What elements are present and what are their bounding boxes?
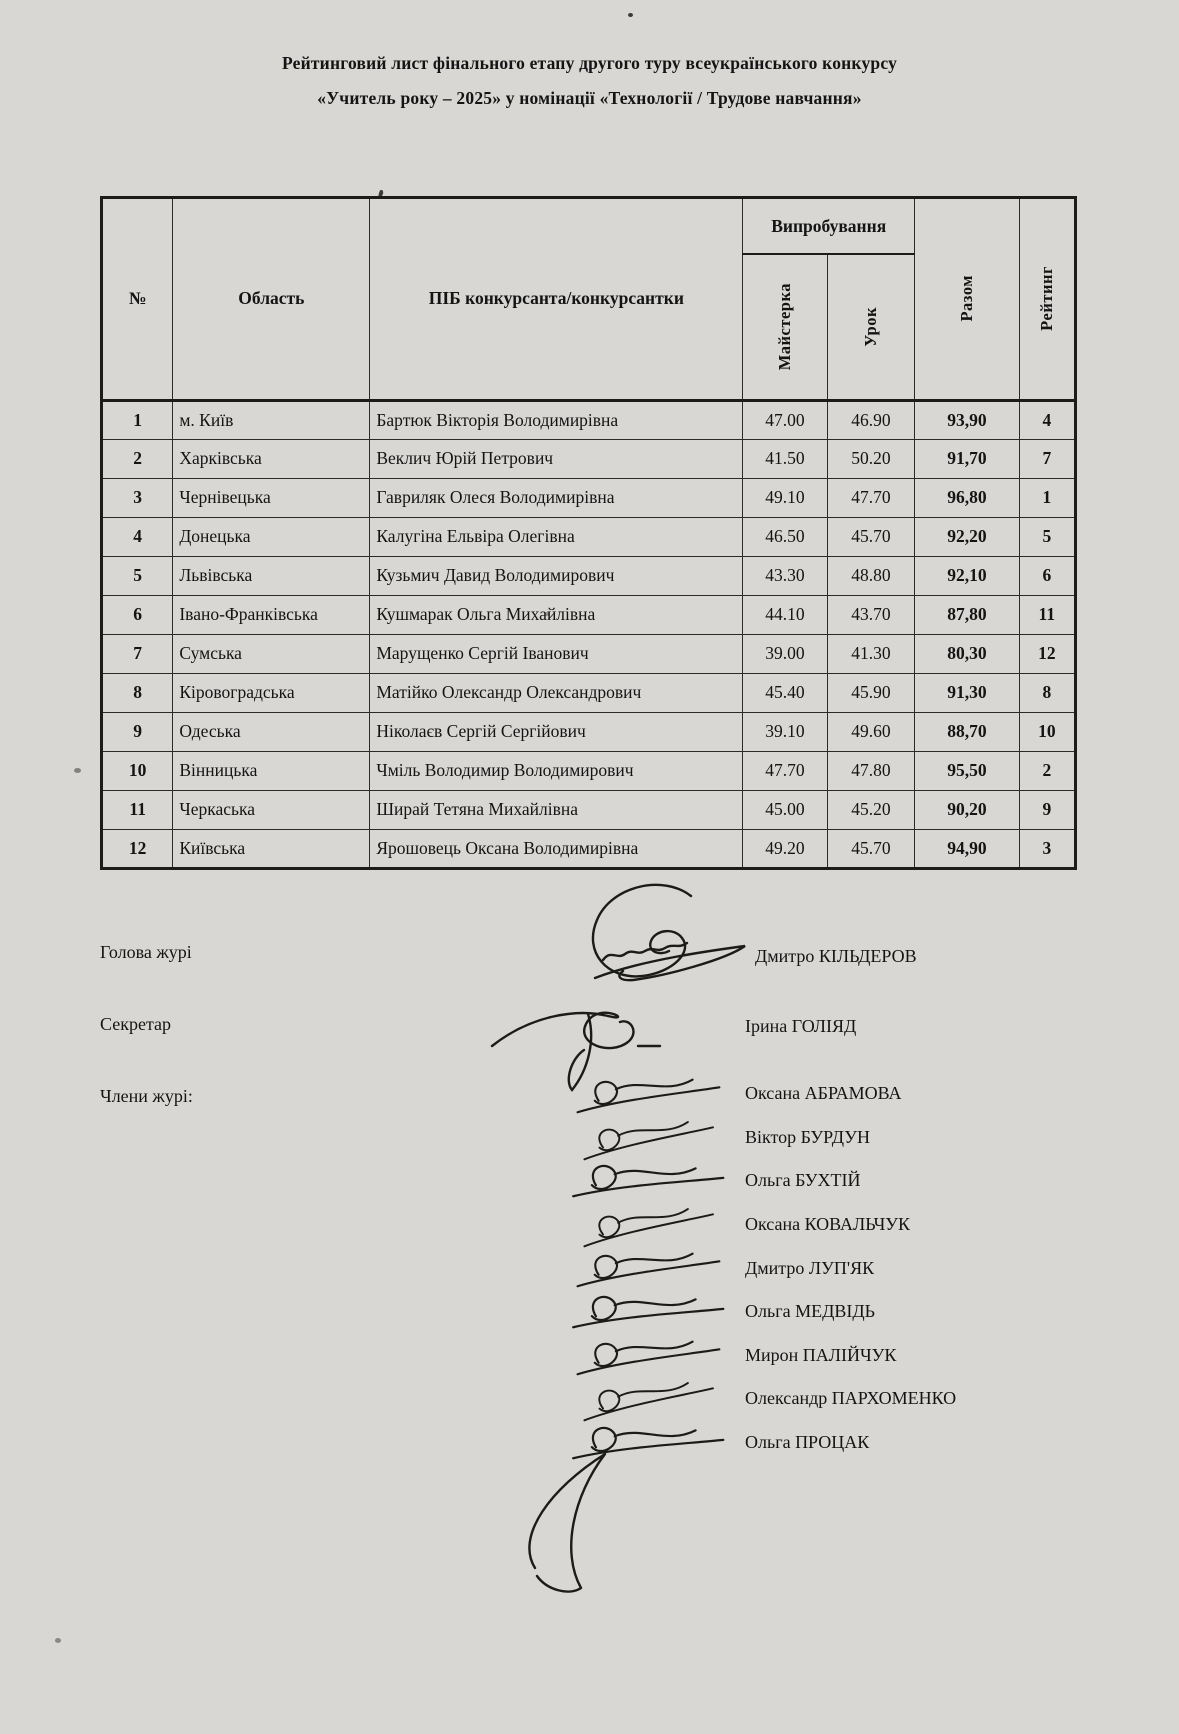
cell-workshop-score: 45.00	[743, 790, 827, 829]
header-rank	[1019, 198, 1075, 401]
cell-rank: 10	[1019, 712, 1075, 751]
rating-table-header	[102, 198, 1076, 401]
jury-members-list	[560, 1072, 1120, 1464]
rating-table-body	[102, 400, 1076, 868]
cell-num: 11	[102, 790, 173, 829]
cell-workshop-score: 45.40	[743, 673, 827, 712]
table-row	[102, 595, 1076, 634]
header-workshop-label: Майстерка	[774, 283, 794, 371]
cell-workshop-score: 46.50	[743, 517, 827, 556]
header-num: №	[102, 198, 173, 401]
cell-region: Черкаська	[173, 790, 370, 829]
rating-table	[100, 196, 1077, 870]
header-lesson-label: Урок	[860, 306, 880, 347]
cell-num: 6	[102, 595, 173, 634]
cell-total-score: 92,20	[915, 517, 1020, 556]
cell-rank: 2	[1019, 751, 1075, 790]
jury-member-signature	[560, 1334, 735, 1380]
cell-contestant-name: Матійко Олександр Олександрович	[370, 673, 743, 712]
cell-num: 5	[102, 556, 173, 595]
jury-member-row	[560, 1377, 1120, 1421]
cell-region: м. Київ	[173, 400, 370, 439]
cell-rank: 9	[1019, 790, 1075, 829]
header-region: Область	[173, 198, 370, 401]
jury-member-name: Ольга МЕДВІДЬ	[745, 1301, 875, 1322]
cell-total-score: 87,80	[915, 595, 1020, 634]
cell-total-score: 91,30	[915, 673, 1020, 712]
header-lesson	[827, 254, 914, 400]
head-of-jury-signature	[563, 880, 758, 995]
table-row	[102, 400, 1076, 439]
cell-lesson-score: 47.80	[827, 751, 914, 790]
cell-num: 2	[102, 439, 173, 478]
cell-lesson-score: 45.90	[827, 673, 914, 712]
title-line-1: Рейтинговий лист фінального етапу другого туру всеукраїнського конкурсу	[281, 53, 898, 73]
cell-contestant-name: Ширай Тетяна Михайлівна	[370, 790, 743, 829]
cell-region: Донецька	[173, 517, 370, 556]
cell-contestant-name: Кушмарак Ольга Михайлівна	[370, 595, 743, 634]
cell-num: 10	[102, 751, 173, 790]
header-total-label: Разом	[956, 275, 976, 323]
jury-member-row	[560, 1203, 1120, 1247]
jury-member-signature	[560, 1072, 735, 1118]
jury-member-name: Ольга ПРОЦАК	[745, 1432, 870, 1453]
cell-region: Івано-Франківська	[173, 595, 370, 634]
bottom-flourish-signature	[505, 1438, 705, 1603]
cell-total-score: 80,30	[915, 634, 1020, 673]
jury-member-name: Мирон ПАЛІЙЧУК	[745, 1344, 897, 1365]
cell-workshop-score: 49.10	[743, 478, 827, 517]
table-row	[102, 673, 1076, 712]
cell-total-score: 93,90	[915, 400, 1020, 439]
title-line-2: «Учитель року – 2025» у номінації «Технології / Трудове навчання»	[317, 88, 862, 108]
jury-member-row	[560, 1159, 1120, 1203]
cell-workshop-score: 44.10	[743, 595, 827, 634]
secretary-label: Секретар	[100, 1014, 172, 1034]
jury-member-signature	[566, 1199, 730, 1252]
scan-speck	[628, 13, 633, 17]
cell-total-score: 90,20	[915, 790, 1020, 829]
cell-region: Чернівецька	[173, 478, 370, 517]
cell-region: Вінницька	[173, 751, 370, 790]
cell-total-score: 95,50	[915, 751, 1020, 790]
cell-contestant-name: Кузьмич Давид Володимирович	[370, 556, 743, 595]
jury-member-row	[560, 1116, 1120, 1160]
cell-total-score: 92,10	[915, 556, 1020, 595]
header-trial: Випробування	[743, 198, 915, 255]
jury-member-row	[560, 1290, 1120, 1334]
table-row	[102, 517, 1076, 556]
cell-contestant-name: Гавриляк Олеся Володимирівна	[370, 478, 743, 517]
cell-workshop-score: 47.70	[743, 751, 827, 790]
jury-member-name: Віктор БУРДУН	[745, 1126, 870, 1147]
cell-rank: 1	[1019, 478, 1075, 517]
cell-rank: 4	[1019, 400, 1075, 439]
header-name: ПІБ конкурсанта/конкурсантки	[370, 198, 743, 401]
secretary-name: Ірина ГОЛІЯД	[745, 1016, 857, 1036]
jury-member-name: Оксана КОВАЛЬЧУК	[745, 1214, 911, 1235]
cell-rank: 5	[1019, 517, 1075, 556]
cell-total-score: 94,90	[915, 829, 1020, 868]
cell-contestant-name: Марущенко Сергій Іванович	[370, 634, 743, 673]
cell-contestant-name: Ніколаєв Сергій Сергійович	[370, 712, 743, 751]
header-total	[915, 198, 1020, 401]
cell-lesson-score: 45.20	[827, 790, 914, 829]
cell-total-score: 88,70	[915, 712, 1020, 751]
cell-lesson-score: 45.70	[827, 829, 914, 868]
cell-lesson-score: 45.70	[827, 517, 914, 556]
header-workshop	[743, 254, 827, 400]
table-row	[102, 790, 1076, 829]
cell-rank: 8	[1019, 673, 1075, 712]
table-row	[102, 751, 1076, 790]
cell-workshop-score: 41.50	[743, 439, 827, 478]
cell-rank: 12	[1019, 634, 1075, 673]
table-row	[102, 634, 1076, 673]
cell-workshop-score: 47.00	[743, 400, 827, 439]
jury-member-row	[560, 1334, 1120, 1378]
cell-lesson-score: 46.90	[827, 400, 914, 439]
head-of-jury-name: Дмитро КІЛЬДЕРОВ	[755, 946, 917, 966]
cell-contestant-name: Калугіна Ельвіра Олегівна	[370, 517, 743, 556]
cell-lesson-score: 41.30	[827, 634, 914, 673]
cell-workshop-score: 39.10	[743, 712, 827, 751]
cell-contestant-name: Бартюк Вікторія Володимирівна	[370, 400, 743, 439]
cell-region: Кіровоградська	[173, 673, 370, 712]
header-rank-label: Рейтинг	[1036, 266, 1056, 332]
table-row	[102, 556, 1076, 595]
cell-workshop-score: 49.20	[743, 829, 827, 868]
cell-num: 4	[102, 517, 173, 556]
cell-region: Львівська	[173, 556, 370, 595]
cell-contestant-name: Ярошовець Оксана Володимирівна	[370, 829, 743, 868]
jury-member-row	[560, 1246, 1120, 1290]
cell-num: 9	[102, 712, 173, 751]
cell-rank: 11	[1019, 595, 1075, 634]
table-row	[102, 478, 1076, 517]
cell-lesson-score: 50.20	[827, 439, 914, 478]
document-title	[0, 46, 1179, 116]
cell-region: Київська	[173, 829, 370, 868]
cell-lesson-score: 43.70	[827, 595, 914, 634]
table-row	[102, 712, 1076, 751]
jury-member-name: Дмитро ЛУП'ЯК	[745, 1257, 875, 1278]
scan-speck	[74, 768, 81, 773]
cell-region: Одеська	[173, 712, 370, 751]
cell-lesson-score: 48.80	[827, 556, 914, 595]
jury-members-label: Члени журі:	[100, 1086, 193, 1106]
jury-member-name: Ольга БУХТІЙ	[745, 1170, 861, 1191]
cell-lesson-score: 49.60	[827, 712, 914, 751]
jury-member-row	[560, 1072, 1120, 1116]
cell-num: 3	[102, 478, 173, 517]
cell-workshop-score: 43.30	[743, 556, 827, 595]
jury-member-name: Оксана АБРАМОВА	[745, 1083, 902, 1104]
cell-lesson-score: 47.70	[827, 478, 914, 517]
cell-num: 7	[102, 634, 173, 673]
cell-region: Харківська	[173, 439, 370, 478]
cell-num: 12	[102, 829, 173, 868]
scan-speck	[55, 1638, 61, 1643]
table-row	[102, 829, 1076, 868]
cell-workshop-score: 39.00	[743, 634, 827, 673]
cell-region: Сумська	[173, 634, 370, 673]
head-of-jury-label: Голова журі	[100, 942, 192, 962]
cell-rank: 6	[1019, 556, 1075, 595]
cell-contestant-name: Веклич Юрій Петрович	[370, 439, 743, 478]
jury-member-name: Олександр ПАРХОМЕНКО	[745, 1388, 957, 1409]
cell-total-score: 91,70	[915, 439, 1020, 478]
table-row	[102, 439, 1076, 478]
cell-rank: 7	[1019, 439, 1075, 478]
cell-contestant-name: Чміль Володимир Володимирович	[370, 751, 743, 790]
cell-num: 8	[102, 673, 173, 712]
cell-num: 1	[102, 400, 173, 439]
cell-total-score: 96,80	[915, 478, 1020, 517]
cell-rank: 3	[1019, 829, 1075, 868]
